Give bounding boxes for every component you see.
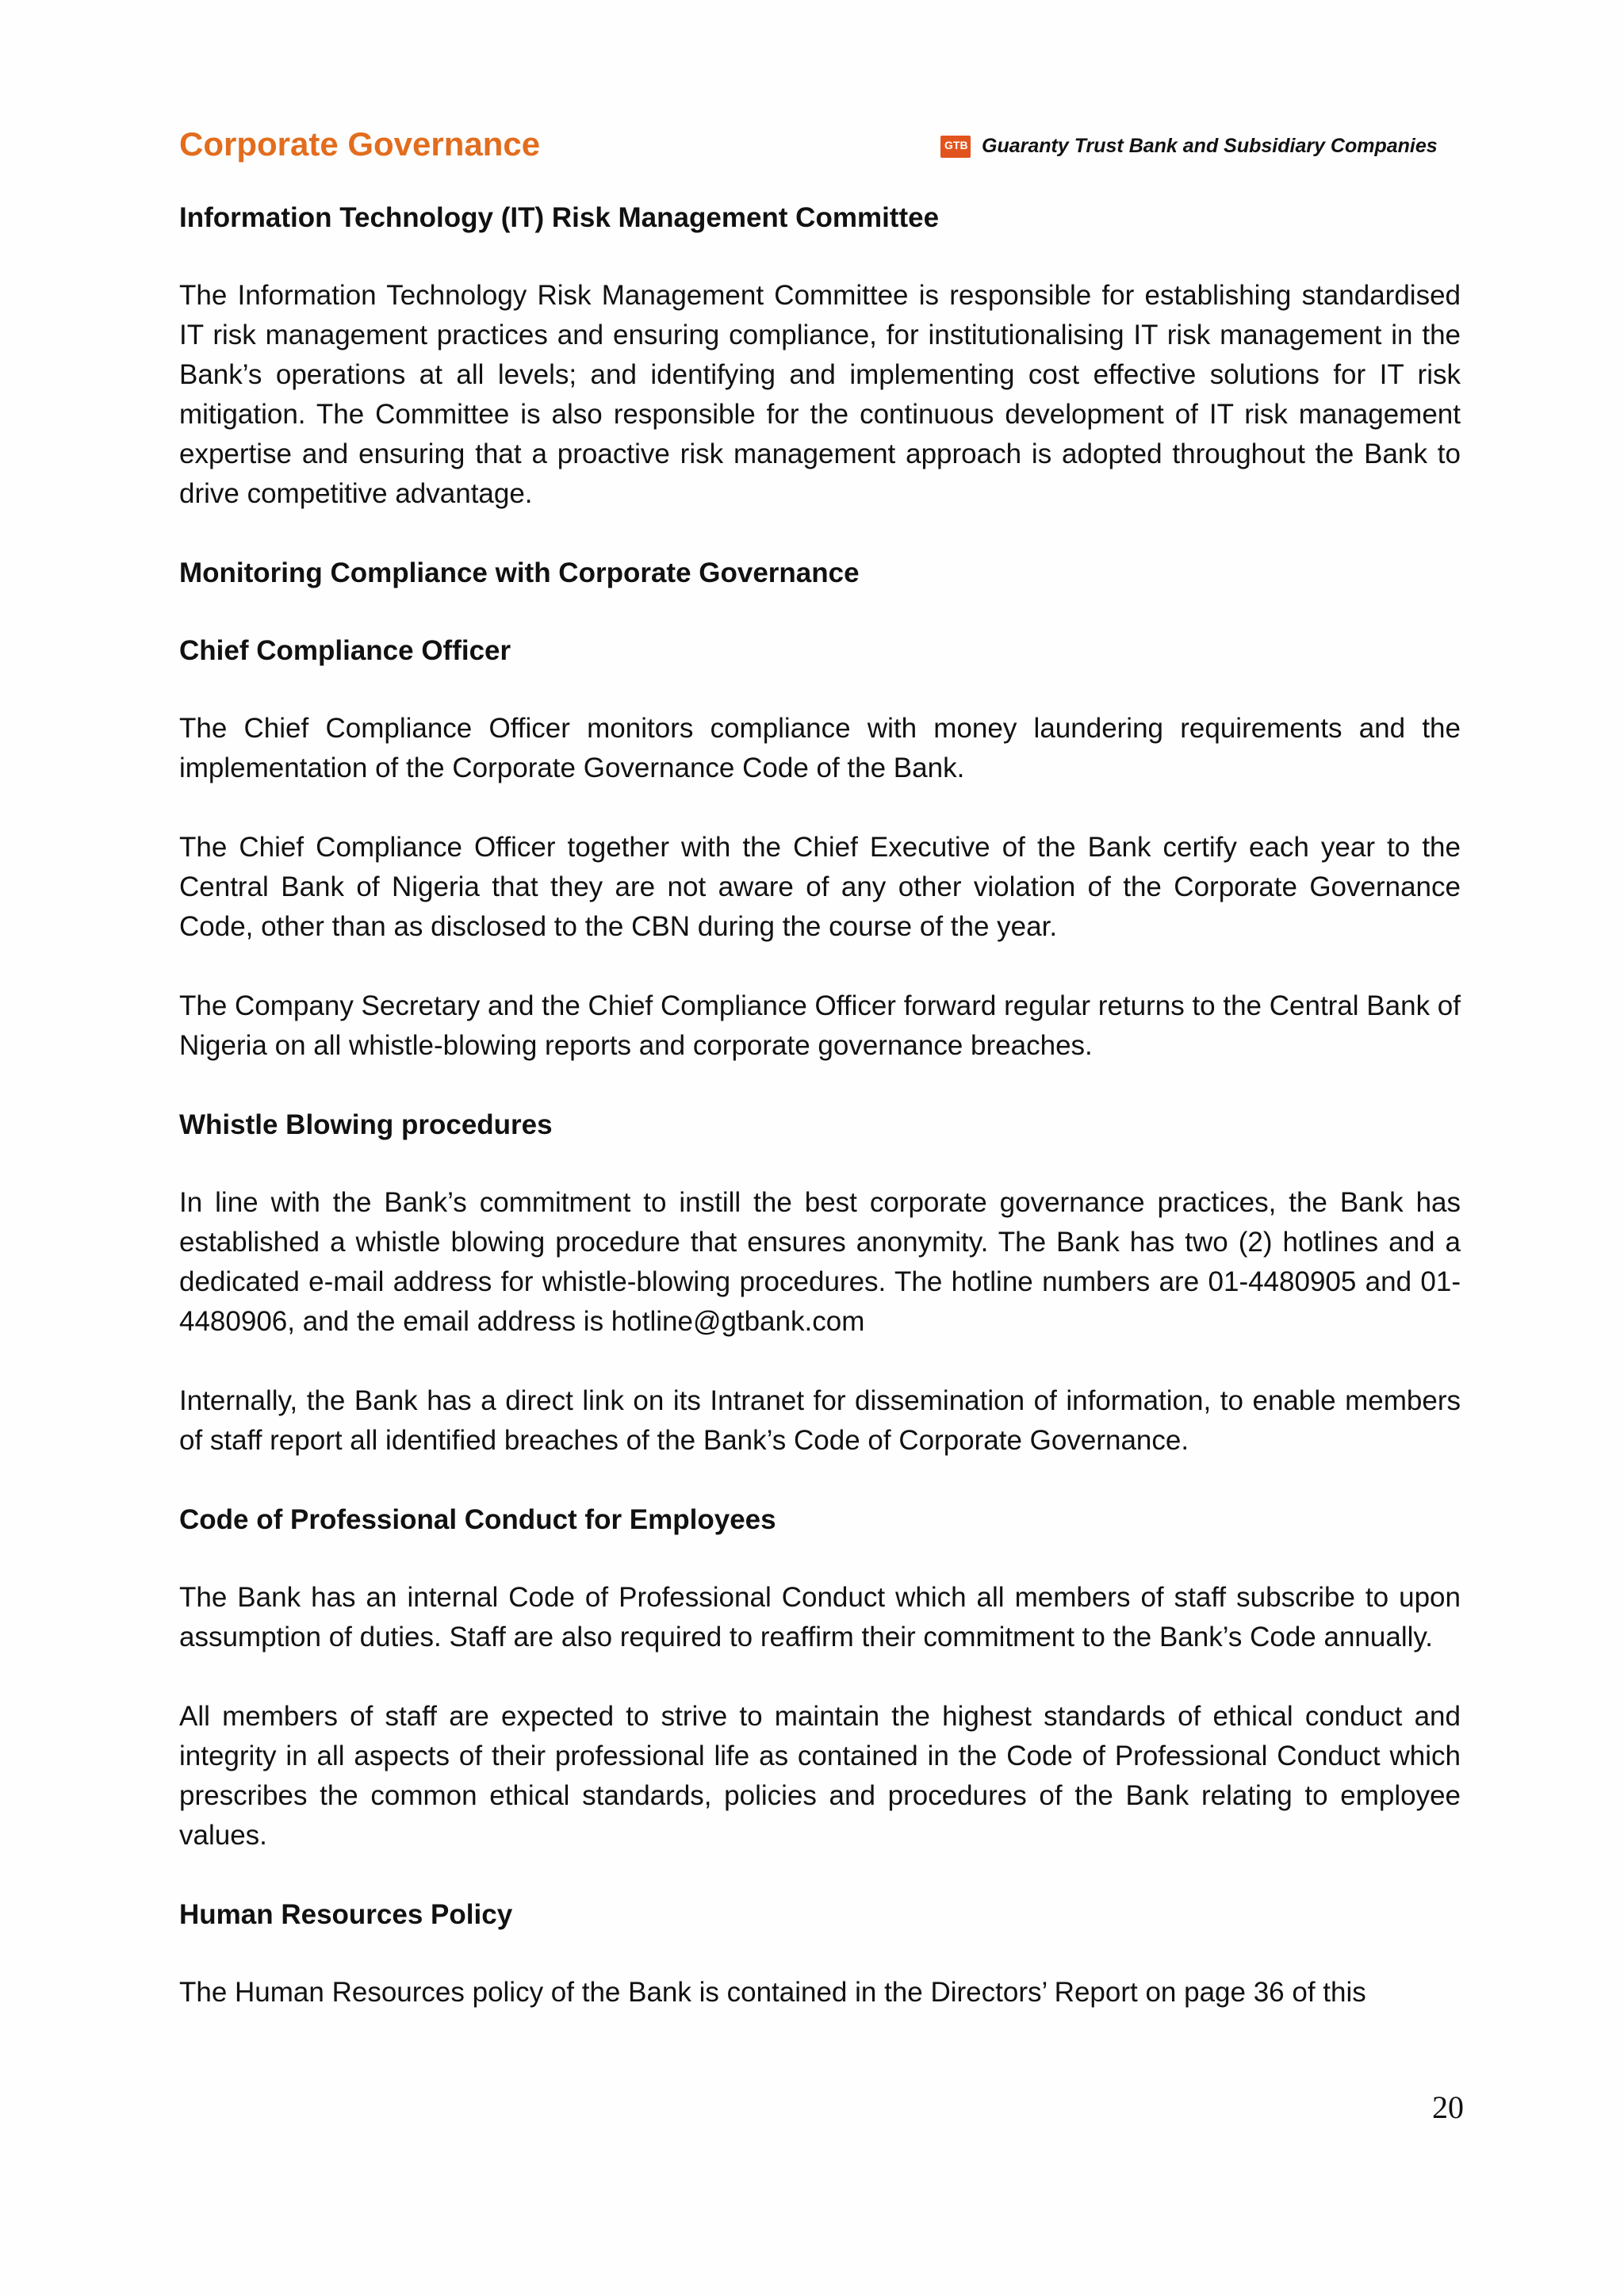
paragraph-whistle-hotlines: In line with the Bank’s commitment to instill the best corporate governance practices, the Bank has established a whistle blowing procedure that ensures anonymity. The Bank has two (2) hotlines and a dedicated e-mail address for whistle-blowing procedures. The hotline numbers are 01-4480905 and 01- 4480906, and the email address is hotline@gtbank.com xyxy=(179,1187,1461,1337)
paragraph-cco-monitoring: The Chief Compliance Officer monitors compliance with money laundering requirements and the implementation of the Corporate Governance Code of the Bank. xyxy=(179,713,1461,783)
paragraph-hr-policy: The Human Resources policy of the Bank is contained in the Directors’ Report on page 36 of this xyxy=(179,1977,1366,2008)
paragraph-cco-returns: The Company Secretary and the Chief Compliance Officer forward regular returns to the Central Bank of Nigeria on all whistle-blowing reports and corporate governance breaches. xyxy=(179,990,1461,1061)
page-section-title: Corporate Governance xyxy=(179,125,541,163)
heading-whistle-blowing: Whistle Blowing procedures xyxy=(179,1109,553,1140)
paragraph-cco-certification: The Chief Compliance Officer together with the Chief Executive of the Bank certify each year to the Central Bank of Nigeria that they are not aware of any other violation of the Corporate Governance Code, other than as disclosed to the CBN during the course of the year. xyxy=(179,832,1461,942)
page-number: 20 xyxy=(1432,2089,1464,2125)
logo-text: GTB xyxy=(944,138,968,151)
heading-code-of-conduct: Code of Professional Conduct for Employees xyxy=(179,1504,776,1535)
paragraph-whistle-intranet: Internally, the Bank has a direct link on its Intranet for dissemination of information, to enable members of staff report all identified breaches of the Bank’s Code of Corporate Governance. xyxy=(179,1385,1461,1456)
paragraph-code-ethics: All members of staff are expected to strive to maintain the highest standards of ethical conduct and integrity in all aspects of their professional life as contained in the Code of Professional Conduct which prescribes the common ethical standards, policies and procedures of the Bank relating to employee values. xyxy=(179,1701,1461,1851)
heading-human-resources-policy: Human Resources Policy xyxy=(179,1899,513,1930)
brand-header xyxy=(940,135,1438,158)
heading-monitoring-compliance: Monitoring Compliance with Corporate Governance xyxy=(179,557,860,588)
gtbank-logo-icon xyxy=(940,136,971,158)
paragraph-it-risk-committee: The Information Technology Risk Management Committee is responsible for establishing standardised IT risk management practices and ensuring compliance, for institutionalising IT risk management in the Bank’s operations at all levels; and identifying and implementing cost effective solutions for IT risk mitigation. The Committee is also responsible for the continuous development of IT risk management expertise and ensuring that a proactive risk management approach is adopted throughout the Bank to drive competitive advantage. xyxy=(179,280,1461,509)
document-body xyxy=(179,198,1461,2052)
brand-text: Guaranty Trust Bank and Subsidiary Companies xyxy=(982,135,1438,157)
heading-chief-compliance-officer: Chief Compliance Officer xyxy=(179,635,511,666)
heading-it-risk-committee: Information Technology (IT) Risk Management Committee xyxy=(179,202,940,233)
paragraph-code-subscription: The Bank has an internal Code of Professional Conduct which all members of staff subscribe to upon assumption of duties. Staff are also required to reaffirm their commitment to the Bank’s Code annually. xyxy=(179,1582,1461,1653)
